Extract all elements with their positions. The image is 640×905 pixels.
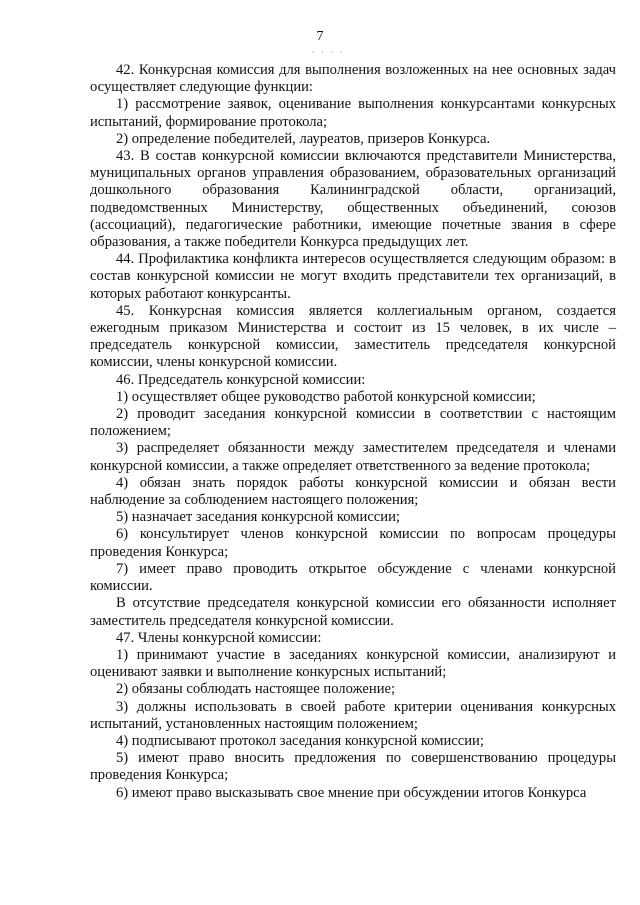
- list-item: 4) обязан знать порядок работы конкурсной комиссии и обязан вести наблюдение за соблюдением настоящего положения;: [90, 474, 616, 509]
- scan-artifact: · · · ·: [311, 47, 345, 57]
- paragraph-44: 44. Профилактика конфликта интересов осуществляется следующим образом: в состав конкурсной комиссии не могут входить представители тех организаций, в которых работают конкурсанты.: [90, 251, 616, 302]
- document-body: [90, 62, 616, 802]
- list-item: 7) имеет право проводить открытое обсуждение с членами конкурсной комиссии.: [90, 560, 616, 595]
- list-item: 1) рассмотрение заявок, оценивание выполнения конкурсантами конкурсных испытаний, формирование протокола;: [90, 96, 616, 130]
- list-item: 1) принимают участие в заседаниях конкурсной комиссии, анализируют и оценивают заявки и выполнение конкурсных испытаний;: [90, 646, 616, 681]
- list-item: 2) обязаны соблюдать настоящее положение;: [116, 681, 396, 698]
- paragraph: В отсутствие председателя конкурсной комиссии его обязанности исполняет заместитель председателя конкурсной комиссии.: [90, 595, 616, 629]
- list-item: 6) консультирует членов конкурсной комиссии по вопросам процедуры проведения Конкурса;: [90, 526, 616, 560]
- list-item: 5) имеют право вносить предложения по совершенствованию процедуры проведения Конкурса;: [90, 750, 616, 784]
- list-item: 2) определение победителей, лауреатов, призеров Конкурса.: [116, 130, 491, 147]
- list-item: 5) назначает заседания конкурсной комиссии;: [116, 509, 400, 526]
- paragraph-47: 47. Члены конкурсной комиссии:: [116, 629, 322, 646]
- list-item: 3) должны использовать в своей работе критерии оценивания конкурсных испытаний, установленных настоящим положением;: [90, 698, 616, 732]
- paragraph-45: 45. Конкурсная комиссия является коллегиальным органом, создается ежегодным приказом Министерства и состоит из 15 человек, в их числе – председатель конкурсной комиссии, заместитель председателя конкурсной комиссии, члены конкурсной комиссии.: [90, 302, 616, 371]
- list-item: 6) имеют право высказывать свое мнение при обсуждении итогов Конкурса: [116, 784, 587, 801]
- list-item: 3) распределяет обязанности между заместителем председателя и членами конкурсной комиссии, а также определяет ответственного за ведение протокола;: [90, 440, 616, 474]
- paragraph-42: 42. Конкурсная комиссия для выполнения возложенных на нее основных задач осуществляет следующие функции:: [90, 62, 616, 96]
- list-item: 4) подписывают протокол заседания конкурсной комиссии;: [116, 732, 484, 749]
- paragraph-43: 43. В состав конкурсной комиссии включаются представители Министерства, муниципальных органов управления образованием, образовательных организаций дошкольного образования Калининградской области, организаций, подведомственных Министерству, общественных объединений, союзов (ассоциаций), педагогические работники, имеющие почетные звания в сфере образования, а также победители Конкурса предыдущих лет.: [90, 148, 616, 251]
- paragraph-46: 46. Председатель конкурсной комиссии:: [116, 371, 366, 388]
- list-item: 2) проводит заседания конкурсной комиссии в соответствии с настоящим положением;: [90, 406, 616, 440]
- list-item: 1) осуществляет общее руководство работой конкурсной комиссии;: [116, 388, 536, 405]
- page-number: 7: [316, 29, 324, 44]
